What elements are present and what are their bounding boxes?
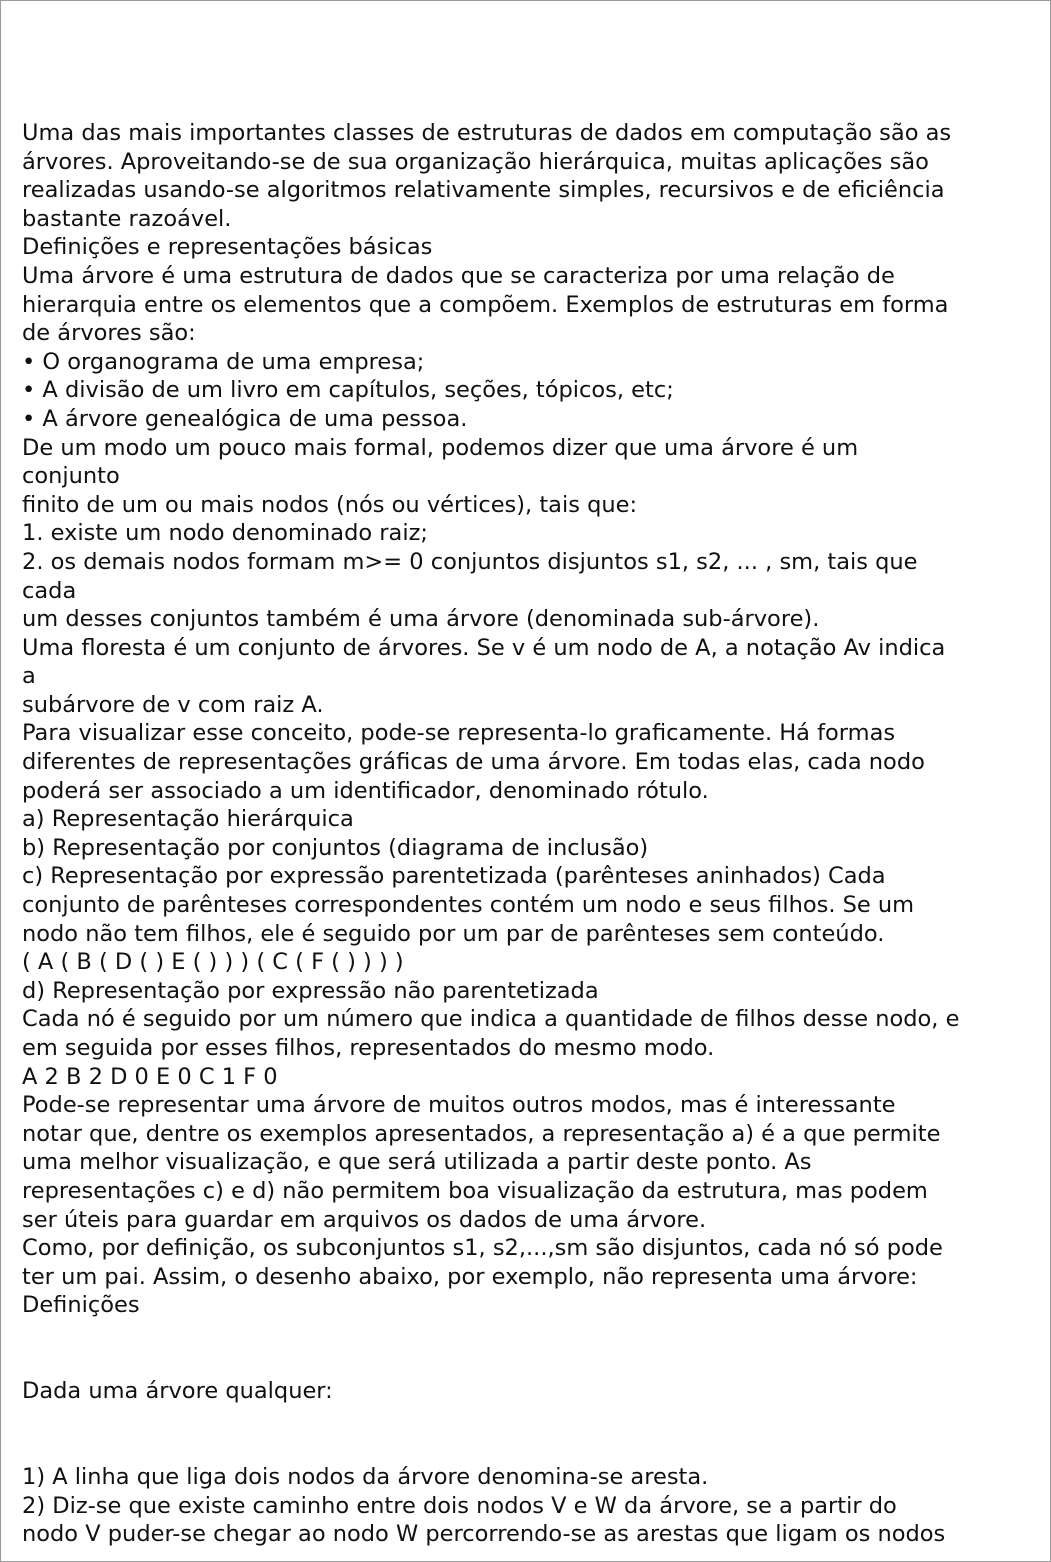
text-line: conjunto de parênteses correspondentes contém um nodo e seus filhos. Se um xyxy=(22,892,915,919)
text-line: • A árvore genealógica de uma pessoa. xyxy=(22,405,468,432)
blank-line xyxy=(22,1320,1032,1349)
text-line: Cada nó é seguido por um número que indica a quantidade de filhos desse nodo, e xyxy=(22,1006,960,1033)
text-line: Como, por definição, os subconjuntos s1, s2,...,sm são disjuntos, cada nó só pode xyxy=(22,1235,943,1262)
document-body xyxy=(22,119,1032,1549)
text-line: 2. os demais nodos formam m>= 0 conjuntos disjuntos s1, s2, ... , sm, tais que xyxy=(22,548,918,575)
text-line: Definições xyxy=(22,1292,140,1319)
text-line: ( A ( B ( D ( ) E ( ) ) ) ( C ( F ( ) ) ) ) xyxy=(22,949,404,976)
text-line: Uma árvore é uma estrutura de dados que se caracteriza por uma relação de xyxy=(22,262,895,289)
text-line: b) Representação por conjuntos (diagrama de inclusão) xyxy=(22,834,649,861)
text-line: ser úteis para guardar em arquivos os dados de uma árvore. xyxy=(22,1206,707,1233)
text-line: em seguida por esses filhos, representados do mesmo modo. xyxy=(22,1035,715,1061)
main-text-block xyxy=(22,119,1032,1320)
text-line: A 2 B 2 D 0 E 0 C 1 F 0 xyxy=(22,1063,278,1090)
text-line: cada xyxy=(22,577,77,604)
text-line: árvores. Aproveitando-se de sua organização hierárquica, muitas aplicações são xyxy=(22,148,929,175)
text-line: • O organograma de uma empresa; xyxy=(22,348,425,375)
text-line: Pode-se representar uma árvore de muitos outros modos, mas é interessante xyxy=(22,1092,896,1119)
text-line: diferentes de representações gráficas de uma árvore. Em todas elas, cada nodo xyxy=(22,749,925,776)
definition-line: 1) A linha que liga dois nodos da árvore denomina-se aresta. xyxy=(22,1463,709,1490)
text-line: representações c) e d) não permitem boa visualização da estrutura, mas podem xyxy=(22,1177,928,1204)
text-line: • A divisão de um livro em capítulos, seções, tópicos, etc; xyxy=(22,377,674,404)
text-line: finito de um ou mais nodos (nós ou vértices), tais que: xyxy=(22,491,638,518)
blank-line xyxy=(22,1434,1032,1463)
text-line: c) Representação por expressão parentetizada (parênteses aninhados) Cada xyxy=(22,863,886,890)
text-line: subárvore de v com raiz A. xyxy=(22,691,324,718)
text-line: Uma floresta é um conjunto de árvores. Se v é um nodo de A, a notação Av indica xyxy=(22,634,946,661)
definitions-block xyxy=(22,1463,1032,1549)
text-line: nodo não tem filhos, ele é seguido por um par de parênteses sem conteúdo. xyxy=(22,920,885,947)
intro-line: Dada uma árvore qualquer: xyxy=(22,1378,333,1405)
text-line: bastante razoável. xyxy=(22,205,232,232)
text-line: notar que, dentre os exemplos apresentados, a representação a) é a que permite xyxy=(22,1120,941,1147)
text-line: De um modo um pouco mais formal, podemos dizer que uma árvore é um xyxy=(22,434,859,461)
text-line: a) Representação hierárquica xyxy=(22,806,354,833)
text-line: Uma das mais importantes classes de estruturas de dados em computação são as xyxy=(22,120,952,146)
text-line: realizadas usando-se algoritmos relativamente simples, recursivos e de eficiência xyxy=(22,177,945,204)
text-line: d) Representação por expressão não parentetizada xyxy=(22,977,599,1004)
text-line: 1. existe um nodo denominado raiz; xyxy=(22,520,428,547)
text-line: poderá ser associado a um identificador, denominado rótulo. xyxy=(22,777,709,804)
blank-line xyxy=(22,1406,1032,1435)
text-line: Definições e representações básicas xyxy=(22,234,433,261)
definition-line: nodo V puder-se chegar ao nodo W percorrendo-se as arestas que ligam os nodos xyxy=(22,1521,946,1548)
definition-line: 2) Diz-se que existe caminho entre dois nodos V e W da árvore, se a partir do xyxy=(22,1492,897,1519)
text-line: uma melhor visualização, e que será utilizada a partir deste ponto. As xyxy=(22,1149,812,1176)
text-line: conjunto xyxy=(22,463,120,490)
text-line: um desses conjuntos também é uma árvore (denominada sub-árvore). xyxy=(22,606,820,633)
blank-line xyxy=(22,1349,1032,1378)
text-line: ter um pai. Assim, o desenho abaixo, por exemplo, não representa uma árvore: xyxy=(22,1263,918,1290)
text-line: hierarquia entre os elementos que a compõem. Exemplos de estruturas em forma xyxy=(22,291,949,318)
text-line: de árvores são: xyxy=(22,320,196,347)
text-line: Para visualizar esse conceito, pode-se representa-lo graficamente. Há formas xyxy=(22,720,896,747)
text-line: a xyxy=(22,663,36,690)
